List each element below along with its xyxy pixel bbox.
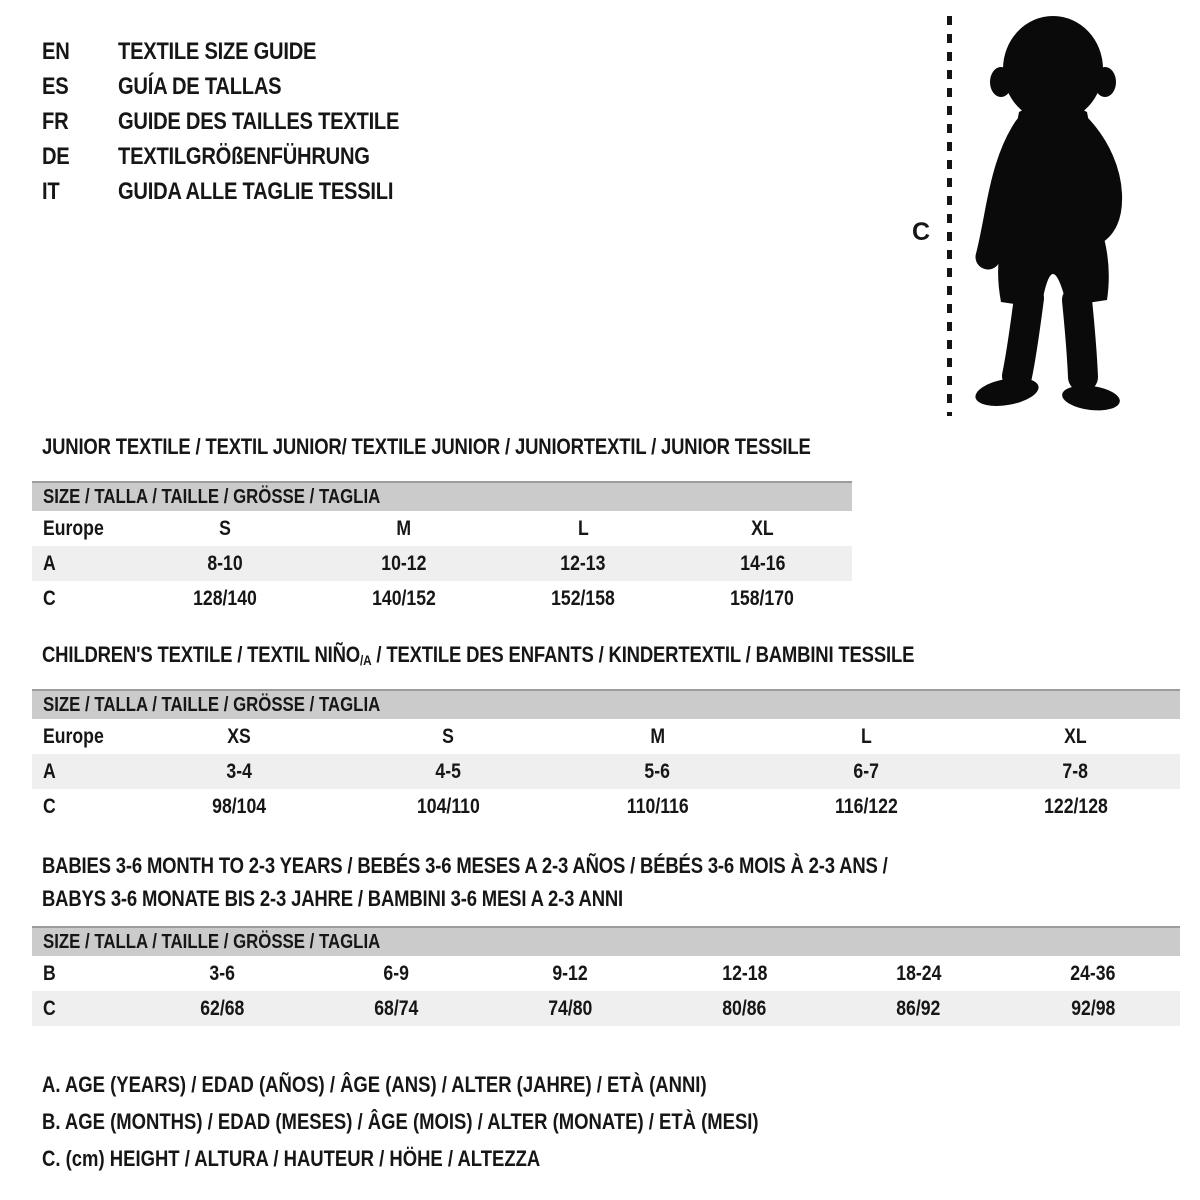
size-cell: 86/92 [896,996,941,1020]
language-title: GUÍA DE TALLAS [118,72,282,100]
size-cell: 12-18 [722,961,768,985]
children-section-title: CHILDREN'S TEXTILE / TEXTIL $NIÑO_{/A}$ / TEXTILE DES ENFANTS / KINDERTEXTIL / BAMBINI TESSILE [42,642,915,668]
row-label: C [43,794,56,818]
size-header-band: SIZE / TALLA / TAILLE / GRÖSSE / TAGLIA [32,689,1180,719]
table-row-a [32,754,1180,789]
table-row-c [32,991,1180,1026]
row-label: A [43,759,56,783]
size-cell: 6-9 [383,961,410,985]
size-cell: 116/122 [835,794,898,818]
height-measure-label: C [912,218,931,246]
legend-line-c: C. (cm) HEIGHT / ALTURA / HAUTEUR / HÖHE / ALTEZZA [42,1145,541,1171]
table-row-europe [32,511,852,546]
size-cell: 10-12 [381,551,427,575]
size-cell: 68/74 [374,996,419,1020]
language-title: GUIDA ALLE TAGLIE TESSILI [118,177,394,205]
language-code: IT [42,177,60,205]
size-cell: 98/104 [212,794,267,818]
language-row [42,139,453,174]
size-cell: 80/86 [722,996,767,1020]
size-cell: 7-8 [1062,759,1089,783]
table-row-a [32,546,852,581]
size-cell: 152/158 [551,586,616,610]
toddler-silhouette-icon [966,14,1138,416]
size-cell: 4-5 [435,759,462,783]
legend-line-b: B. AGE (MONTHS) / EDAD (MESES) / ÂGE (MOIS) / ALTER (MONATE) / ETÀ (MESI) [42,1108,759,1134]
size-cell: 3-4 [226,759,253,783]
language-title-list [42,34,453,209]
table-row-b [32,956,1180,991]
size-cell: 12-13 [560,551,606,575]
children-size-table [32,689,1180,824]
size-cell: XL [1064,724,1087,748]
height-measure-dashed-line [947,16,952,416]
language-title: GUIDE DES TAILLES TEXTILE [118,107,400,135]
size-cell: L [861,724,872,748]
size-cell: 5-6 [644,759,671,783]
size-cell: 6-7 [853,759,880,783]
row-label: C [43,996,56,1020]
size-cell: 24-36 [1070,961,1116,985]
size-cell: 62/68 [200,996,245,1020]
language-code: FR [42,107,69,135]
size-cell: 104/110 [417,794,480,818]
junior-size-table [32,481,852,616]
size-cell: 110/116 [626,794,689,818]
size-cell: 158/170 [730,586,795,610]
table-row-c [32,581,852,616]
size-cell: 128/140 [192,586,257,610]
size-cell: 8-10 [206,551,243,575]
size-cell: S [442,724,455,748]
language-title: TEXTILE SIZE GUIDE [118,37,317,65]
size-cell: M [650,724,665,748]
junior-section-title: JUNIOR TEXTILE / TEXTIL JUNIOR/ TEXTILE JUNIOR / JUNIORTEXTIL / JUNIOR TESSILE [42,434,811,459]
babies-size-table [32,926,1180,1026]
size-cell: S [218,516,231,540]
size-cell: 3-6 [209,961,235,985]
language-row [42,104,453,139]
size-cell: L [577,516,589,540]
measure-legend [42,1066,895,1177]
row-label: Europe [43,724,104,748]
language-title: TEXTILGRÖßENFÜHRUNG [118,142,370,170]
language-code: DE [42,142,70,170]
size-cell: 140/152 [371,586,436,610]
language-row [42,69,453,104]
language-code: EN [42,37,70,65]
babies-section-title: BABIES 3-6 MONTH TO 2-3 YEARS / BEBÉS 3-6 MESES A 2-3 AÑOS / BÉBÉS 3-6 MOIS À 2-3 ANS / BABYS 3-6 MONATE BIS 2-3 JAHRE / BAMBINI 3-6 MESI A 2-3 ANNI [42,853,888,911]
size-cell: 122/128 [1043,794,1108,818]
row-label: B [43,961,56,985]
legend-line-a: A. AGE (YEARS) / EDAD (AÑOS) / ÂGE (ANS) / ALTER (JAHRE) / ETÀ (ANNI) [42,1071,707,1097]
size-cell: XL [751,516,774,540]
row-label: A [43,551,56,575]
size-header-band: SIZE / TALLA / TAILLE / GRÖSSE / TAGLIA [32,481,852,511]
size-cell: 9-12 [552,961,589,985]
size-cell: 74/80 [548,996,593,1020]
size-cell: 92/98 [1070,996,1116,1020]
size-cell: 14-16 [739,551,785,575]
row-label: C [43,586,56,610]
table-row-europe [32,719,1180,754]
size-cell: XS [227,724,252,748]
row-label: Europe [43,516,104,540]
language-row [42,174,453,209]
language-row [42,34,453,69]
size-header-band: SIZE / TALLA / TAILLE / GRÖSSE / TAGLIA [32,926,1180,956]
size-cell: 18-24 [896,961,942,985]
size-cell: M [396,516,412,540]
language-code: ES [42,72,69,100]
table-row-c [32,789,1180,824]
